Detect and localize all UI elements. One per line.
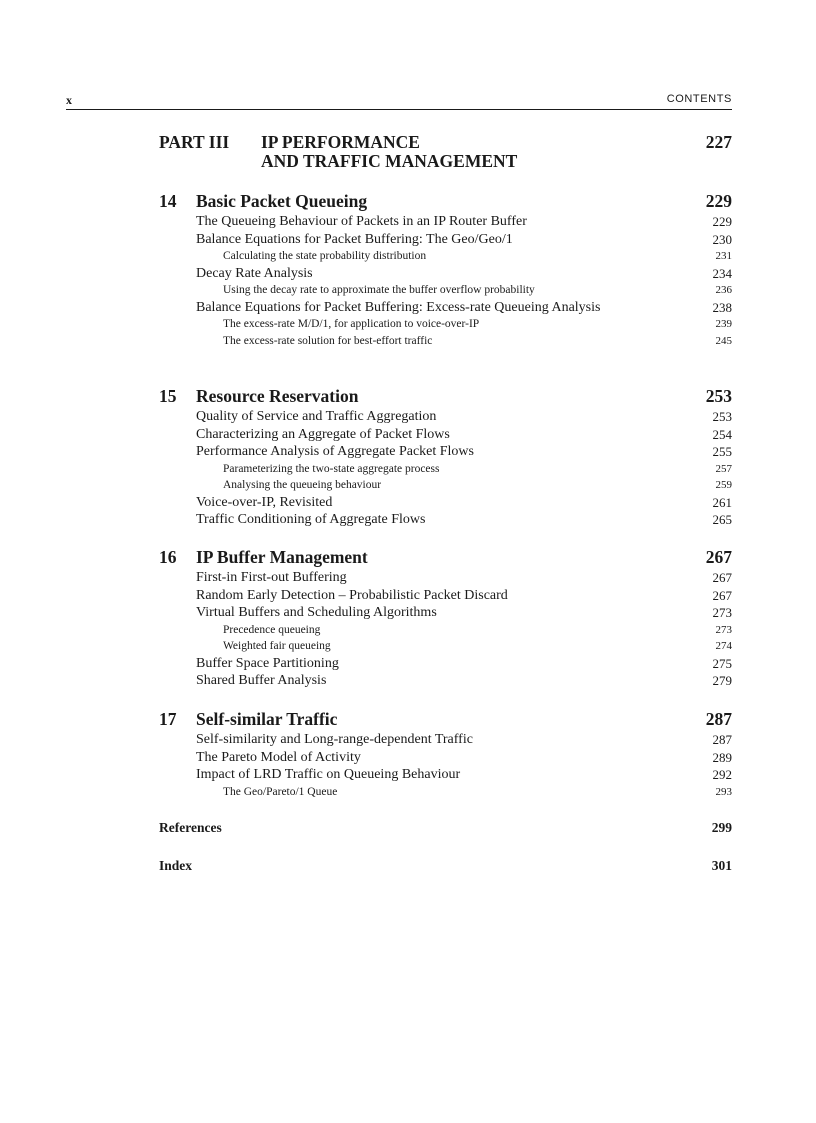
backmatter-title: Index xyxy=(159,858,193,873)
entry-page: 259 xyxy=(715,479,732,491)
entry-page: 253 xyxy=(712,409,732,424)
toc-section xyxy=(159,265,732,283)
page-number: x xyxy=(66,93,72,107)
entry-page: 293 xyxy=(715,785,732,798)
toc-subsection xyxy=(159,461,732,478)
part-page: 227 xyxy=(705,132,732,152)
entry-page: 234 xyxy=(712,265,732,281)
entry-title: Using the decay rate to approximate the buffer overflow probability xyxy=(223,284,535,296)
entry-page: 238 xyxy=(712,299,732,315)
entry-page: 273 xyxy=(712,605,732,620)
chapter-page: 267 xyxy=(705,547,732,567)
entry-title: Precedence queueing xyxy=(223,623,321,636)
entry-page: 267 xyxy=(712,587,732,603)
toc-section xyxy=(159,408,732,426)
chapter-number: 15 xyxy=(159,386,177,406)
toc-section xyxy=(159,443,732,461)
entry-title: The Pareto Model of Activity xyxy=(196,749,361,765)
chapter-number: 14 xyxy=(159,191,177,211)
toc-section xyxy=(159,569,732,587)
entry-page: 239 xyxy=(715,318,732,330)
entry-page: 273 xyxy=(715,623,732,636)
running-header xyxy=(66,93,732,110)
backmatter-page: 301 xyxy=(711,858,732,873)
entry-title: The Geo/Pareto/1 Queue xyxy=(223,785,338,798)
entry-title: Decay Rate Analysis xyxy=(196,265,313,281)
part-title xyxy=(261,133,517,171)
entry-title: Performance Analysis of Aggregate Packet Flows xyxy=(196,444,474,459)
entry-page: 287 xyxy=(712,732,732,747)
chapter-title: Resource Reservation xyxy=(196,386,359,406)
toc-section xyxy=(159,213,732,231)
toc-subsection xyxy=(159,638,732,655)
entry-title: Characterizing an Aggregate of Packet Flows xyxy=(196,426,450,442)
toc-subsection xyxy=(159,784,732,801)
entry-page: 265 xyxy=(712,512,732,527)
toc-section xyxy=(159,299,732,317)
chapter-page: 287 xyxy=(705,709,732,729)
chapter-heading xyxy=(159,709,732,731)
toc-subsection xyxy=(159,316,732,333)
toc-section xyxy=(159,766,732,784)
entry-title: Voice-over-IP, Revisited xyxy=(196,494,333,510)
entry-title: Virtual Buffers and Scheduling Algorithms xyxy=(196,605,437,620)
chapter-number: 16 xyxy=(159,547,177,567)
entry-page: 275 xyxy=(712,655,732,671)
entry-title: Balance Equations for Packet Buffering: The Geo/Geo/1 xyxy=(196,231,513,247)
entry-page: 230 xyxy=(712,231,732,247)
toc-section xyxy=(159,426,732,444)
entry-title: Balance Equations for Packet Buffering: Excess-rate Queueing Analysis xyxy=(196,299,601,315)
entry-page: 254 xyxy=(712,426,732,442)
toc-subsection xyxy=(159,477,732,494)
entry-page: 274 xyxy=(715,640,732,652)
chapter-16 xyxy=(159,547,732,690)
toc-references xyxy=(159,820,732,838)
toc-section xyxy=(159,494,732,512)
entry-title: Shared Buffer Analysis xyxy=(196,673,327,688)
entry-title: Self-similarity and Long-range-dependent Traffic xyxy=(196,732,473,747)
toc-subsection xyxy=(159,248,732,265)
entry-title: The excess-rate M/D/1, for application to voice-over-IP xyxy=(223,318,480,330)
entry-page: 292 xyxy=(712,767,732,782)
entry-title: Calculating the state probability distribution xyxy=(223,250,427,262)
entry-title: First-in First-out Buffering xyxy=(196,570,347,585)
entry-title: Parameterizing the two-state aggregate process xyxy=(223,462,440,475)
entry-page: 231 xyxy=(715,250,732,262)
toc-section xyxy=(159,672,732,690)
chapter-heading xyxy=(159,386,732,408)
toc-section xyxy=(159,749,732,767)
entry-title: Analysing the queueing behaviour xyxy=(223,479,382,491)
entry-page: 255 xyxy=(712,444,732,459)
chapter-heading xyxy=(159,547,732,569)
chapter-14 xyxy=(159,191,732,349)
entry-page: 279 xyxy=(712,673,732,688)
part-title-line-1: IP PERFORMANCE xyxy=(261,132,420,152)
toc-index xyxy=(159,858,732,876)
entry-title: Traffic Conditioning of Aggregate Flows xyxy=(196,512,426,527)
chapter-17 xyxy=(159,709,732,800)
toc-subsection xyxy=(159,622,732,639)
running-title: CONTENTS xyxy=(666,93,732,105)
backmatter-page: 299 xyxy=(711,820,732,835)
part-title-line-2: AND TRAFFIC MANAGEMENT xyxy=(261,151,518,171)
entry-page: 257 xyxy=(715,462,732,475)
entry-title: Weighted fair queueing xyxy=(223,640,331,652)
entry-title: Buffer Space Partitioning xyxy=(196,655,339,671)
entry-title: The excess-rate solution for best-effort traffic xyxy=(223,334,433,347)
entry-title: Quality of Service and Traffic Aggregation xyxy=(196,409,437,424)
chapter-title: Self-similar Traffic xyxy=(196,709,338,729)
part-label: PART III xyxy=(159,132,230,152)
toc-subsection xyxy=(159,333,732,350)
toc-section xyxy=(159,587,732,605)
entry-title: The Queueing Behaviour of Packets in an IP Router Buffer xyxy=(196,214,527,229)
toc-subsection xyxy=(159,282,732,299)
backmatter-title: References xyxy=(159,820,222,835)
chapter-page: 229 xyxy=(705,191,732,211)
toc-section xyxy=(159,231,732,249)
entry-page: 229 xyxy=(712,214,732,229)
entry-page: 245 xyxy=(715,334,732,347)
toc-section xyxy=(159,655,732,673)
chapter-15 xyxy=(159,386,732,529)
entry-page: 289 xyxy=(712,749,732,765)
chapter-page: 253 xyxy=(705,386,732,406)
entry-title: Random Early Detection – Probabilistic Packet Discard xyxy=(196,587,508,603)
chapter-heading xyxy=(159,191,732,213)
entry-page: 236 xyxy=(715,284,732,296)
toc-section xyxy=(159,511,732,529)
chapter-title: IP Buffer Management xyxy=(196,547,368,567)
chapter-number: 17 xyxy=(159,709,177,729)
toc-section xyxy=(159,604,732,622)
entry-page: 267 xyxy=(712,570,732,585)
toc-section xyxy=(159,731,732,749)
entry-page: 261 xyxy=(712,494,732,510)
chapter-title: Basic Packet Queueing xyxy=(196,191,368,211)
entry-title: Impact of LRD Traffic on Queueing Behaviour xyxy=(196,767,461,782)
